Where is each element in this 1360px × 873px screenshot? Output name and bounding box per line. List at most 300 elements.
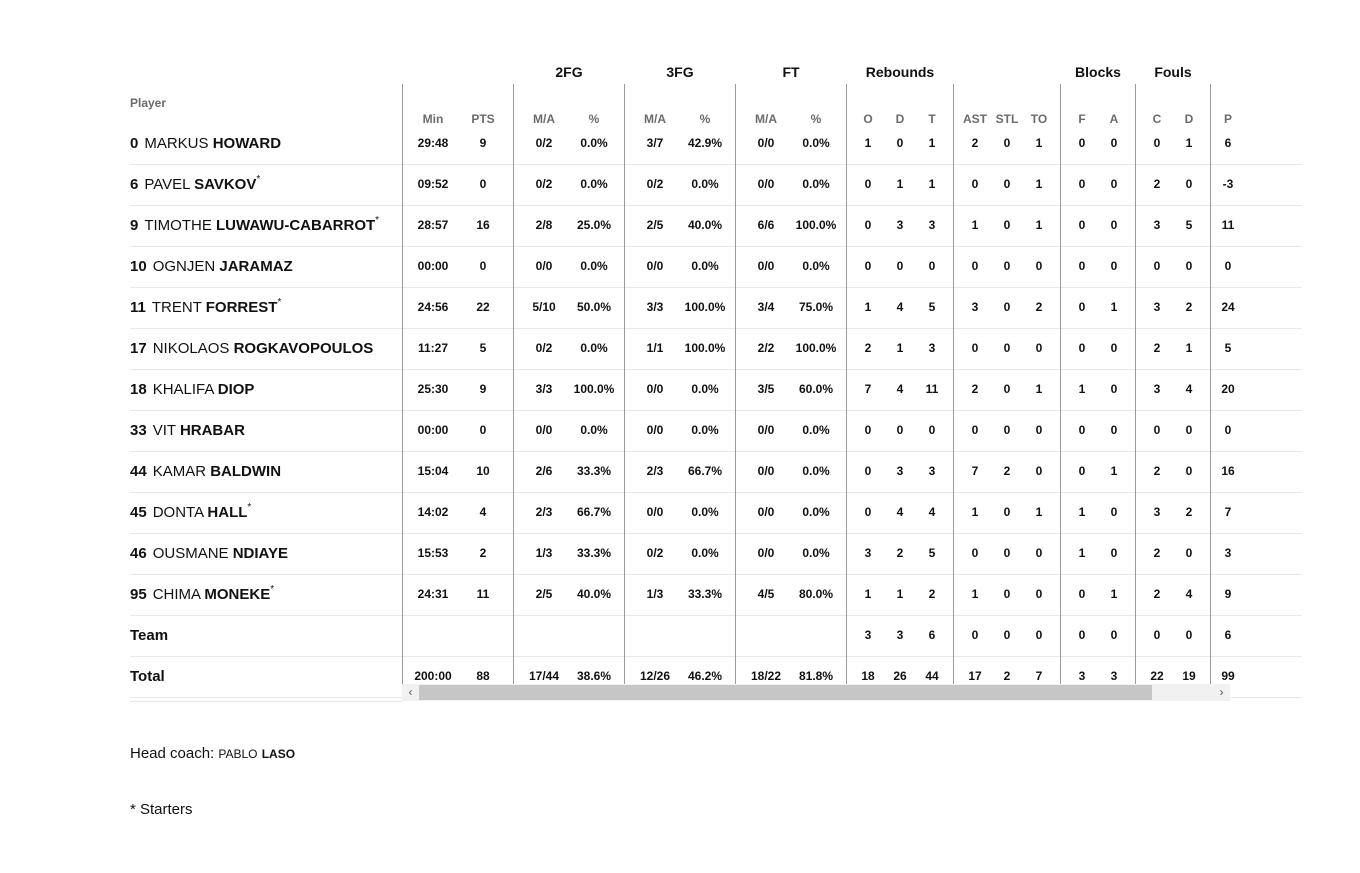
stat-cell: 0.0%: [802, 464, 830, 478]
player-last-name[interactable]: HALL: [207, 504, 248, 521]
stat-cell: 1: [896, 177, 904, 191]
player-row[interactable]: [130, 247, 402, 288]
group-header: Blocks: [1075, 64, 1121, 80]
stat-cell: 75.0%: [798, 300, 834, 314]
stat-row: [402, 124, 1302, 165]
player-first-name: KHALIFA: [152, 381, 214, 398]
player-row[interactable]: [130, 206, 402, 247]
head-coach-last: LASO: [261, 747, 296, 761]
player-number: 6: [130, 176, 139, 193]
stat-cell: 1: [1035, 505, 1043, 519]
stat-cell: 9: [479, 382, 487, 396]
player-last-name[interactable]: MONEKE: [204, 586, 271, 603]
stat-cell: 1: [928, 136, 936, 150]
stat-cell: 3: [1153, 505, 1161, 519]
player-last-name[interactable]: BALDWIN: [210, 463, 282, 480]
stat-cell: 0: [1110, 259, 1118, 273]
stat-cell: 0/0: [757, 136, 775, 150]
stat-cell: 40.0%: [687, 218, 723, 232]
stat-row: [402, 329, 1302, 370]
player-last-name[interactable]: LUWAWU-CABARROT: [216, 217, 376, 234]
stat-cell: 2: [896, 546, 904, 560]
stat-cell: 0: [1153, 136, 1161, 150]
stat-cell: 0: [1153, 628, 1161, 642]
player-first-name: CHIMA: [152, 586, 201, 603]
stat-cell: 0: [1110, 177, 1118, 191]
player-last-name[interactable]: SAVKOV: [194, 176, 257, 193]
stat-cell: 0: [479, 177, 487, 191]
column-header[interactable]: A: [1109, 112, 1119, 126]
stat-cell: 0/0: [757, 177, 775, 191]
player-number: 11: [130, 299, 146, 316]
stat-cell: 0/0: [757, 505, 775, 519]
stat-cell: 0: [864, 505, 872, 519]
player-row[interactable]: [130, 124, 402, 165]
player-last-name[interactable]: HOWARD: [212, 135, 282, 152]
stat-cell: 17/44: [528, 669, 560, 683]
stat-cell: 7: [971, 464, 979, 478]
column-header[interactable]: M/A: [533, 112, 555, 126]
stat-cell: 0: [1003, 136, 1011, 150]
stat-cell: 1: [928, 177, 936, 191]
stat-cell: 0: [1003, 177, 1011, 191]
player-last-name[interactable]: HRABAR: [179, 422, 245, 439]
stat-cell: 0: [1110, 546, 1118, 560]
stat-row: [402, 616, 1302, 657]
stat-cell: 100.0%: [684, 341, 726, 355]
stat-cell: 2: [1185, 300, 1193, 314]
stat-cell: 50.0%: [576, 300, 612, 314]
stat-cell: 100.0%: [795, 341, 837, 355]
stat-cell: 09:52: [417, 177, 449, 191]
stat-cell: 4: [896, 382, 904, 396]
column-divider: [735, 84, 736, 684]
stat-cell: 1: [1078, 505, 1086, 519]
stat-cell: 2/6: [535, 464, 553, 478]
column-header[interactable]: T: [928, 112, 936, 126]
player-first-name: OUSMANE: [152, 545, 229, 562]
stat-cell: 11: [476, 587, 490, 601]
player-row[interactable]: [130, 575, 402, 616]
stat-cell: 0: [971, 341, 979, 355]
stat-cell: 00:00: [417, 423, 449, 437]
stat-cell: 1: [971, 218, 979, 232]
player-row[interactable]: [130, 288, 402, 329]
starter-marker: *: [270, 584, 275, 595]
player-last-name[interactable]: NDIAYE: [232, 545, 289, 562]
stat-cell: 18/22: [750, 669, 782, 683]
player-row[interactable]: [130, 370, 402, 411]
column-header[interactable]: M/A: [644, 112, 666, 126]
stat-cell: 3: [896, 628, 904, 642]
stat-cell: 2/3: [646, 464, 664, 478]
stat-cell: 2: [1003, 669, 1011, 683]
column-header[interactable]: %: [699, 112, 711, 126]
player-last-name[interactable]: FORREST: [205, 299, 278, 316]
stat-cell: 3: [1110, 669, 1118, 683]
stat-cell: 3/7: [646, 136, 664, 150]
stat-cell: 1: [1078, 382, 1086, 396]
stat-cell: 16: [1221, 464, 1235, 478]
stat-cell: 1: [896, 341, 904, 355]
stat-cell: 0: [1078, 300, 1086, 314]
stat-cell: 11: [1221, 218, 1235, 232]
column-divider: [846, 84, 847, 684]
stat-cell: 0: [1003, 505, 1011, 519]
stat-cell: 0: [971, 546, 979, 560]
stat-cell: 25:30: [417, 382, 449, 396]
stat-cell: 44: [925, 669, 939, 683]
stat-cell: 3: [928, 464, 936, 478]
stat-cell: 4/5: [757, 587, 775, 601]
stat-cell: 0: [479, 259, 487, 273]
column-divider: [1210, 84, 1211, 684]
stat-cell: 0: [971, 259, 979, 273]
stat-row: [402, 452, 1302, 493]
stat-cell: 4: [928, 505, 936, 519]
stat-cell: 0: [1185, 423, 1193, 437]
stat-cell: 0/0: [646, 382, 664, 396]
stat-cell: 3/3: [646, 300, 664, 314]
player-number: 46: [130, 545, 147, 562]
stat-cell: 22: [1150, 669, 1164, 683]
stat-cell: 1/3: [646, 587, 664, 601]
stat-cell: 0: [1078, 423, 1086, 437]
stat-cell: 2: [1153, 546, 1161, 560]
stat-cell: 5/10: [532, 300, 556, 314]
stat-cell: 0: [928, 423, 936, 437]
column-header[interactable]: C: [1152, 112, 1162, 126]
stat-cell: 40.0%: [576, 587, 612, 601]
stat-cell: 7: [864, 382, 872, 396]
stat-cell: 0: [1185, 259, 1193, 273]
stat-cell: 10: [476, 464, 490, 478]
stat-cell: 0.0%: [691, 546, 719, 560]
stat-cell: 0.0%: [802, 546, 830, 560]
player-last-name[interactable]: DIOP: [217, 381, 255, 398]
stat-cell: 66.7%: [576, 505, 612, 519]
stats-grid: [402, 60, 1302, 698]
stat-cell: 1: [1035, 218, 1043, 232]
column-header[interactable]: TO: [1030, 112, 1048, 126]
stat-cell: 5: [479, 341, 487, 355]
stat-cell: 16: [476, 218, 490, 232]
column-divider: [402, 84, 403, 684]
stat-cell: 0: [1078, 218, 1086, 232]
column-divider: [1135, 84, 1136, 684]
column-headers: [402, 84, 1302, 124]
stat-cell: 0/0: [646, 423, 664, 437]
stat-cell: 3/4: [757, 300, 775, 314]
player-first-name: TRENT: [151, 299, 202, 316]
player-first-name: MARKUS: [144, 135, 209, 152]
stat-cell: 0: [1003, 300, 1011, 314]
stat-cell: 0: [1035, 259, 1043, 273]
stat-cell: 7: [1035, 669, 1043, 683]
total-row-label: [130, 657, 402, 698]
stat-cell: 2/5: [535, 587, 553, 601]
head-coach: [130, 745, 295, 762]
stat-cell: 81.8%: [798, 669, 834, 683]
player-column-label: Player: [130, 96, 167, 110]
column-header[interactable]: %: [588, 112, 600, 126]
stat-cell: 0: [1153, 259, 1161, 273]
stat-cell: 0: [1110, 382, 1118, 396]
player-first-name: PAVEL: [144, 176, 190, 193]
stat-cell: 0/2: [535, 341, 553, 355]
stat-cell: 2: [1035, 300, 1043, 314]
stat-cell: 100.0%: [573, 382, 615, 396]
player-row[interactable]: [130, 534, 402, 575]
column-divider: [624, 84, 625, 684]
stat-cell: 0.0%: [802, 423, 830, 437]
starters-footnote: * Starters: [130, 801, 193, 818]
stat-cell: 3: [1153, 300, 1161, 314]
stat-cell: 0: [896, 136, 904, 150]
column-header[interactable]: AST: [963, 112, 987, 126]
horizontal-scrollbar[interactable]: [402, 684, 1230, 701]
stat-cell: 1: [1035, 136, 1043, 150]
stat-cell: 1: [1035, 177, 1043, 191]
player-number: 33: [130, 422, 147, 439]
stat-cell: 6: [1224, 136, 1232, 150]
stat-cell: 0: [1110, 341, 1118, 355]
player-row[interactable]: [130, 411, 402, 452]
stat-cell: 0/2: [646, 177, 664, 191]
stat-cell: 0: [1003, 382, 1011, 396]
stat-cell: 3: [928, 218, 936, 232]
stat-cell: 0/2: [646, 546, 664, 560]
team-label: Team: [130, 627, 169, 644]
stat-cell: 15:04: [417, 464, 449, 478]
group-header: 3FG: [666, 64, 694, 80]
stat-cell: 3/5: [757, 382, 775, 396]
column-header[interactable]: D: [895, 112, 905, 126]
stat-row: [402, 288, 1302, 329]
player-row[interactable]: [130, 329, 402, 370]
stat-row: [402, 165, 1302, 206]
column-header[interactable]: D: [1184, 112, 1194, 126]
stat-cell: 0: [864, 423, 872, 437]
stat-cell: 100.0%: [795, 218, 837, 232]
stat-cell: 0: [1078, 464, 1086, 478]
stat-cell: 3: [896, 218, 904, 232]
stat-cell: 0/2: [535, 177, 553, 191]
stat-row: [402, 411, 1302, 452]
stat-cell: 0: [1035, 423, 1043, 437]
stat-cell: 25.0%: [576, 218, 612, 232]
stat-cell: 24:31: [417, 587, 449, 601]
group-header: Fouls: [1154, 64, 1192, 80]
stat-cell: 0: [971, 423, 979, 437]
stat-cell: 2/3: [535, 505, 553, 519]
stat-cell: 0/0: [757, 259, 775, 273]
stat-cell: 2/5: [646, 218, 664, 232]
scrollbar-thumb[interactable]: [419, 685, 1152, 700]
stat-cell: 1: [896, 587, 904, 601]
column-divider: [1060, 84, 1061, 684]
stat-cell: 0.0%: [580, 177, 608, 191]
stat-cell: 3/3: [535, 382, 553, 396]
stat-cell: 0: [1003, 587, 1011, 601]
stat-cell: 19: [1182, 669, 1196, 683]
stat-cell: 3: [971, 300, 979, 314]
stat-cell: 2: [479, 546, 487, 560]
column-header[interactable]: O: [863, 112, 873, 126]
stat-cell: 0.0%: [580, 136, 608, 150]
starter-marker: *: [277, 297, 282, 308]
column-header[interactable]: F: [1078, 112, 1086, 126]
player-last-name[interactable]: ROGKAVOPOULOS: [233, 340, 374, 357]
stats-scroll-area[interactable]: [402, 60, 1235, 684]
stat-cell: 0: [1185, 546, 1193, 560]
stat-cell: 0: [1003, 546, 1011, 560]
stat-row: [402, 534, 1302, 575]
stat-cell: 0: [864, 177, 872, 191]
stat-cell: 88: [476, 669, 490, 683]
player-row[interactable]: [130, 452, 402, 493]
stat-cell: 80.0%: [798, 587, 834, 601]
stat-cell: 0/0: [757, 423, 775, 437]
player-number: 0: [130, 135, 139, 152]
stat-cell: 0: [971, 177, 979, 191]
column-header[interactable]: P: [1223, 112, 1232, 126]
column-divider: [513, 84, 514, 684]
starter-marker: *: [247, 502, 252, 513]
stat-cell: 15:53: [417, 546, 449, 560]
stat-cell: 42.9%: [687, 136, 723, 150]
stat-row: [402, 206, 1302, 247]
stat-cell: 29:48: [417, 136, 449, 150]
stat-cell: 3: [928, 341, 936, 355]
stat-row: [402, 247, 1302, 288]
stat-cell: 5: [928, 546, 936, 560]
stat-cell: 0: [1078, 259, 1086, 273]
player-column: [130, 60, 402, 698]
group-header: 2FG: [555, 64, 583, 80]
stat-cell: 4: [896, 300, 904, 314]
stat-cell: 1: [864, 300, 872, 314]
stat-cell: 1: [1185, 341, 1193, 355]
player-header: [130, 60, 402, 124]
stat-cell: 2: [1153, 587, 1161, 601]
stat-cell: 0: [1003, 218, 1011, 232]
stat-cell: 3: [896, 464, 904, 478]
stat-cell: 0: [1078, 136, 1086, 150]
group-header: FT: [782, 64, 800, 80]
player-row[interactable]: [130, 493, 402, 534]
stat-cell: 0: [1035, 546, 1043, 560]
player-number: 45: [130, 504, 147, 521]
stat-cell: 0: [1035, 464, 1043, 478]
player-last-name[interactable]: JARAMAZ: [219, 258, 293, 275]
column-header[interactable]: Min: [422, 112, 444, 126]
stat-cell: 0.0%: [691, 382, 719, 396]
stat-cell: 100.0%: [684, 300, 726, 314]
head-coach-first: PABLO: [218, 747, 258, 761]
stat-cell: 3: [1153, 218, 1161, 232]
stat-cell: 0/2: [535, 136, 553, 150]
stat-cell: 4: [896, 505, 904, 519]
stat-cell: 4: [479, 505, 487, 519]
player-row[interactable]: [130, 165, 402, 206]
stat-cell: 18: [861, 669, 875, 683]
stat-cell: 2/8: [535, 218, 553, 232]
stat-cell: 0.0%: [802, 177, 830, 191]
stat-cell: 0: [1035, 628, 1043, 642]
stat-cell: 1/1: [646, 341, 664, 355]
stat-cell: 0: [864, 259, 872, 273]
stat-cell: 0: [864, 464, 872, 478]
stat-cell: 0: [1110, 218, 1118, 232]
scroll-right-icon[interactable]: ›: [1219, 685, 1224, 699]
player-first-name: OGNJEN: [152, 258, 216, 275]
player-number: 9: [130, 217, 139, 234]
player-number: 95: [130, 586, 147, 603]
player-first-name: VIT: [152, 422, 176, 439]
divider: [130, 701, 402, 702]
stat-cell: 60.0%: [798, 382, 834, 396]
stat-cell: 11:27: [417, 341, 449, 355]
stat-cell: 00:00: [417, 259, 449, 273]
stat-cell: 2: [1185, 505, 1193, 519]
scroll-left-icon[interactable]: ‹: [408, 685, 413, 699]
starter-marker: *: [256, 174, 261, 185]
stat-cell: 0: [1185, 464, 1193, 478]
stat-cell: 6/6: [757, 218, 775, 232]
stat-cell: 0: [1110, 423, 1118, 437]
player-number: 44: [130, 463, 147, 480]
stat-cell: 0: [1078, 628, 1086, 642]
player-first-name: NIKOLAOS: [152, 340, 230, 357]
group-header: Rebounds: [865, 64, 935, 80]
stat-cell: 0.0%: [691, 177, 719, 191]
stat-cell: 33.3%: [576, 546, 612, 560]
column-header[interactable]: M/A: [755, 112, 777, 126]
stat-cell: 17: [968, 669, 982, 683]
stat-cell: 0.0%: [691, 423, 719, 437]
player-number: 18: [130, 381, 147, 398]
stat-cell: 3: [1078, 669, 1086, 683]
stat-cell: 0.0%: [580, 423, 608, 437]
stat-cell: 1: [1110, 300, 1118, 314]
stat-cell: 24: [1221, 300, 1235, 314]
stat-cell: 9: [1224, 587, 1232, 601]
stat-cell: 1: [1035, 382, 1043, 396]
player-first-name: KAMAR: [152, 463, 207, 480]
stat-cell: 0: [896, 423, 904, 437]
column-divider: [953, 84, 954, 684]
player-number: 17: [130, 340, 147, 357]
column-header[interactable]: PTS: [471, 112, 495, 126]
stat-cell: 1: [864, 587, 872, 601]
stat-cell: 28:57: [417, 218, 449, 232]
column-header[interactable]: %: [810, 112, 822, 126]
stat-cell: 0: [1153, 423, 1161, 437]
stat-cell: 0: [1003, 259, 1011, 273]
starter-marker: *: [375, 215, 380, 226]
stat-cell: 0/0: [757, 546, 775, 560]
stat-cell: 2: [971, 382, 979, 396]
stat-cell: 3: [1224, 546, 1232, 560]
stat-cell: 0.0%: [802, 259, 830, 273]
column-header[interactable]: STL: [995, 112, 1019, 126]
stat-cell: 1: [971, 505, 979, 519]
stat-cell: 200:00: [414, 669, 452, 683]
stat-cell: 66.7%: [687, 464, 723, 478]
stat-cell: 0: [1035, 341, 1043, 355]
stat-cell: 5: [928, 300, 936, 314]
